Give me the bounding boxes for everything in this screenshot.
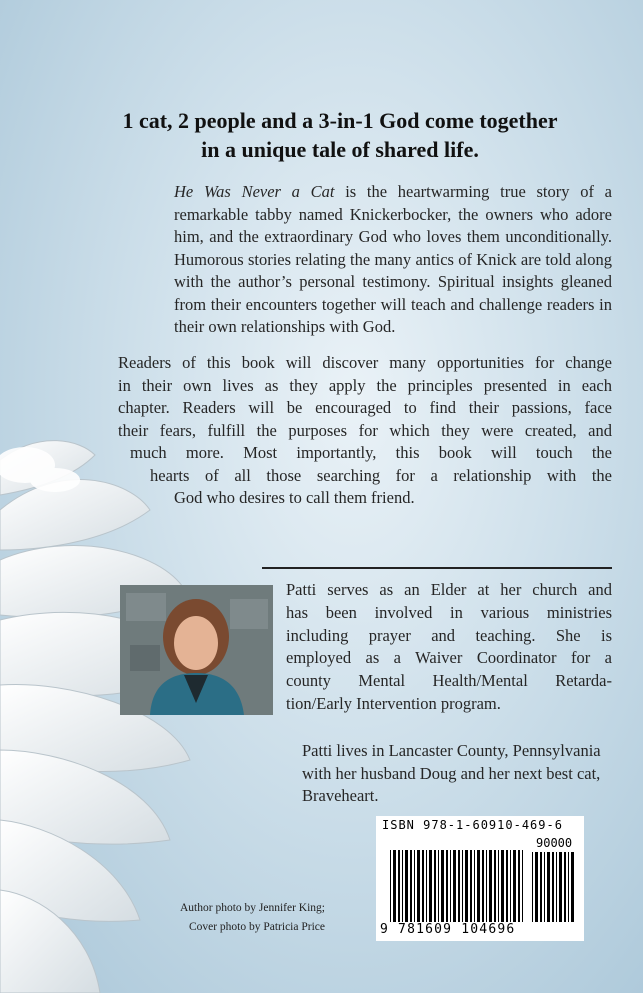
barcode-bar [494, 850, 496, 922]
readers-line: their fears, fulfill the purposes for which they were created, and [118, 420, 612, 440]
barcode-bar [518, 850, 520, 922]
readers-line: much more. Most importantly, this book will touch the [130, 443, 612, 462]
barcode-bar [434, 850, 436, 922]
barcode-bar [568, 852, 569, 922]
barcode-bar [486, 850, 487, 922]
barcode-bar [532, 852, 533, 922]
barcode-bar [482, 850, 484, 922]
barcode-bar [552, 852, 554, 922]
price-barcode-bars [532, 852, 578, 922]
divider-rule [262, 567, 612, 569]
barcode-bar [426, 850, 427, 922]
barcode-bar [506, 850, 508, 922]
barcode-bar [489, 850, 492, 922]
intro-paragraph [174, 181, 612, 339]
barcode-bar [393, 850, 396, 922]
bio-line: county Mental Health/Mental Retarda- [286, 671, 612, 691]
barcode-bar [410, 850, 412, 922]
barcode-bar [547, 852, 550, 922]
residence-line: with her husband Doug and her next best cat, [302, 763, 601, 783]
barcode-bar [417, 850, 420, 922]
photo-credits [175, 899, 325, 937]
readers-paragraph [118, 352, 612, 510]
barcode-bar [390, 850, 391, 922]
credit-cover-photo: Cover photo by Patricia Price [188, 921, 325, 933]
readers-line: God who desires to call them friend. [174, 488, 415, 507]
price-code: 90000 [536, 836, 573, 850]
bio-line: has been involved in various ministries [286, 602, 612, 622]
ean-barcode-bars [390, 850, 526, 922]
barcode-bar [522, 850, 523, 922]
barcode-bar [462, 850, 463, 922]
barcode-bar [453, 850, 456, 922]
author-bio [286, 579, 612, 716]
bio-line: including prayer and teaching. She is [286, 625, 612, 645]
barcode-bar [510, 850, 511, 922]
barcode-bar [477, 850, 480, 922]
barcode-bar [405, 850, 408, 922]
barcode-bar [441, 850, 444, 922]
readers-line: Readers of this book will discover many opportunities for change [118, 353, 612, 372]
headline-line-1: 1 cat, 2 people and a 3-in-1 God come together [122, 108, 558, 133]
barcode-bar [438, 850, 439, 922]
credit-author-photo: Author photo by Jennifer King; [179, 902, 325, 914]
residence-line: Patti lives in Lancaster County, Pennsylvania [302, 741, 601, 760]
barcode-bar [465, 850, 468, 922]
bio-line: employed as a Waiver Coordinator for a [286, 648, 612, 668]
barcode-bar [535, 852, 538, 922]
barcode-bar [564, 852, 566, 922]
barcode-bar [540, 852, 542, 922]
barcode-bar [398, 850, 400, 922]
ean-digits: 9 781609 104696 [380, 922, 516, 937]
bio-line: tion/Early Intervention program. [286, 693, 501, 713]
barcode-bar [450, 850, 451, 922]
author-residence [302, 740, 622, 808]
residence-line: Braveheart. [302, 786, 379, 805]
bio-line: Patti serves as an Elder at her church and [286, 580, 612, 599]
readers-line: in their own lives as they apply the principles presented in each [118, 375, 612, 395]
barcode-bar [474, 850, 475, 922]
barcode-bar [544, 852, 545, 922]
barcode-bar [501, 850, 504, 922]
headline [60, 106, 620, 164]
barcode-bar [470, 850, 472, 922]
barcode-bar [559, 852, 562, 922]
barcode-bar [414, 850, 415, 922]
barcode-bar [498, 850, 499, 922]
isbn-number: ISBN 978-1-60910-469-6 [382, 818, 563, 832]
barcode-bar [571, 852, 574, 922]
barcode-bar [556, 852, 557, 922]
barcode-bar [422, 850, 424, 922]
author-photo-graphic [120, 585, 273, 715]
intro-text: is the heartwarming true story of a remarkable tabby named Knickerbocker, the owners who adore him, and the extraordinary God who loves them unconditionally. Humorous stories relating the many antics of Knick are told along with the author’s personal testimony. Spiritual insights gleaned from their encounters together will teach and challenge readers in their own relationships with God. [174, 182, 612, 336]
headline-line-2: in a unique tale of shared life. [201, 137, 479, 162]
book-title: He Was Never a Cat [174, 182, 335, 201]
readers-line: hearts of all those searching for a relationship with the [150, 465, 612, 485]
author-photo [120, 585, 273, 715]
barcode-bar [429, 850, 432, 922]
isbn-barcode [376, 816, 584, 941]
barcode-bar [513, 850, 516, 922]
barcode-bar [446, 850, 448, 922]
barcode-bar [402, 850, 403, 922]
barcode-bar [458, 850, 460, 922]
readers-line: chapter. Readers will be encouraged to find their passions, face [118, 398, 612, 417]
